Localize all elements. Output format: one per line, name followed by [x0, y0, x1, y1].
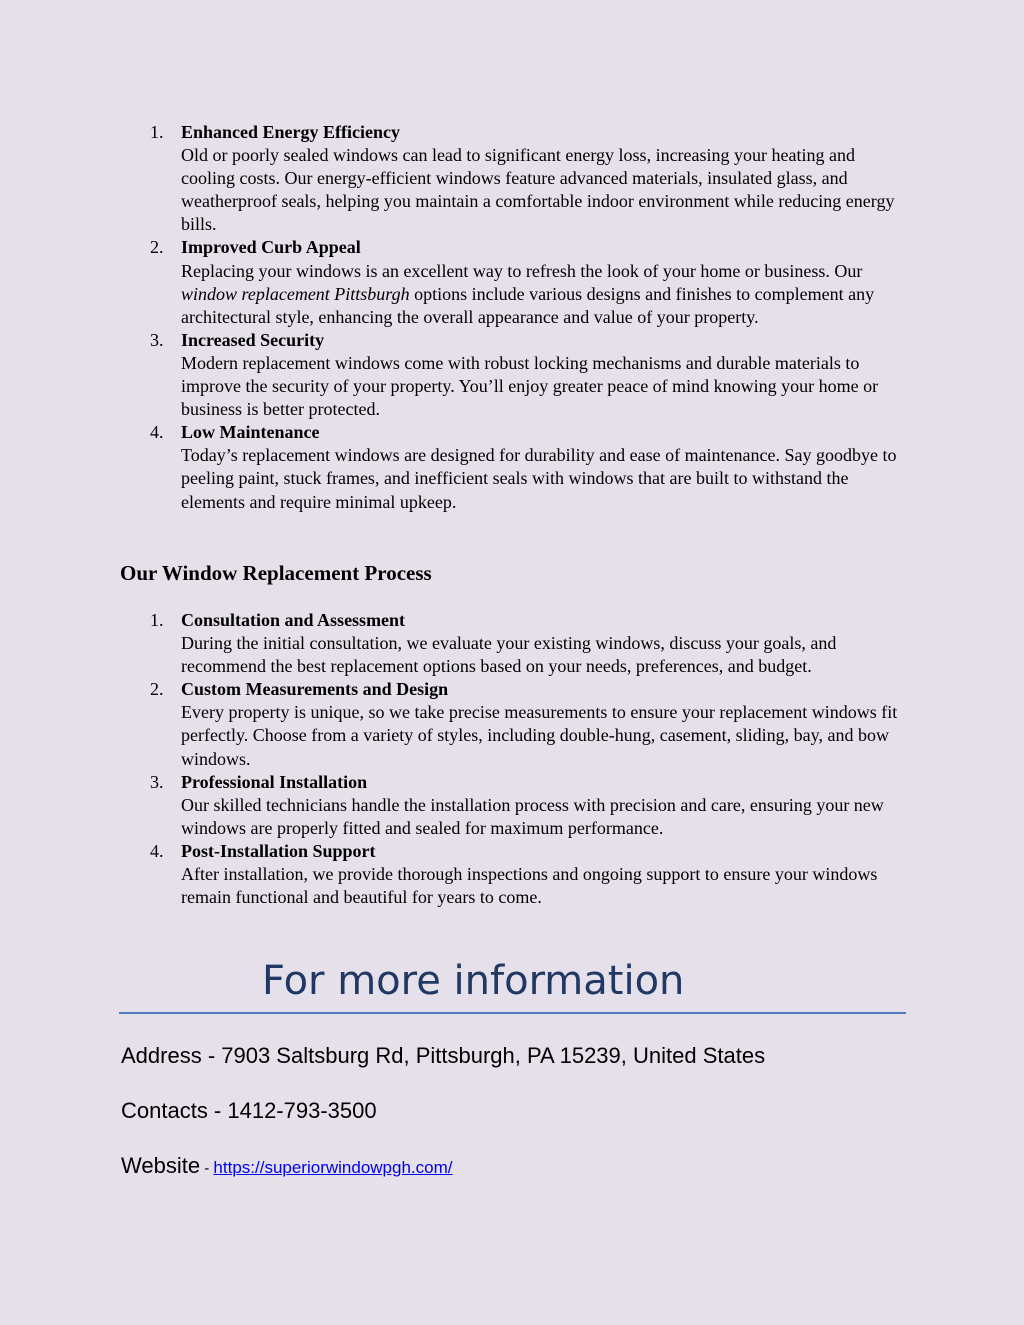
- item-body: Modern replacement windows come with robust locking mechanisms and durable materials to improve the security of your property. You’ll enjoy greater peace of mind knowing your home or business is better protected.: [181, 352, 879, 420]
- item-body-text: options include various designs and finishes to complement any architectural style, enhancing the overall appearance and value of your property.: [181, 283, 875, 327]
- list-item: [0, 421, 903, 513]
- list-item: [0, 236, 903, 328]
- list-number: 1.: [150, 122, 164, 142]
- item-title: Increased Security: [181, 329, 325, 350]
- item-title: Consultation and Assessment: [181, 610, 406, 630]
- list-item: [0, 329, 903, 421]
- list-number: 1.: [150, 610, 164, 630]
- list-number: 4.: [150, 422, 164, 443]
- list-number: 2.: [150, 237, 164, 258]
- item-title: Enhanced Energy Efficiency: [181, 122, 400, 142]
- list-number: 3.: [150, 771, 164, 792]
- list-item: [0, 609, 903, 678]
- contacts-line: Contacts - 1412-793-3500: [121, 1098, 377, 1123]
- address-line: Address - 7903 Saltsburg Rd, Pittsburgh, PA 15239, United States: [121, 1043, 766, 1068]
- item-title: Improved Curb Appeal: [181, 237, 361, 258]
- item-body: Every property is unique, so we take precise measurements to ensure your replacement windows fit perfectly. Choose from a variety of styles, including double-hung, casement, sliding, bay, and bow windows.: [181, 702, 898, 769]
- list-item: [0, 678, 903, 770]
- item-body: During the initial consultation, we evaluate your existing windows, discuss your goals, and recommend the best replacement options based on your needs, preferences, and budget.: [181, 633, 837, 677]
- divider: [119, 1012, 906, 1014]
- italic-keyword: window replacement Pittsburgh: [181, 283, 410, 304]
- item-body: After installation, we provide thorough inspections and ongoing support to ensure your windows remain functional and beautiful for years to come.: [181, 864, 878, 908]
- item-body: Today’s replacement windows are designed for durability and ease of maintenance. Say goodbye to peeling paint, stuck frames, and inefficient seals with windows that are built to withstand the elements and require minimal upkeep.: [181, 445, 897, 512]
- list-item: [0, 121, 903, 236]
- info-title: For more information: [262, 958, 685, 1004]
- process-list: [0, 609, 903, 909]
- process-heading: Our Window Replacement Process: [120, 561, 432, 585]
- item-body: Our skilled technicians handle the installation process with precision and care, ensuring your new windows are properly fitted and sealed for maximum performance.: [181, 794, 884, 838]
- website-label: Website: [121, 1153, 201, 1178]
- list-number: 4.: [150, 840, 164, 861]
- website-separator: -: [200, 1160, 214, 1177]
- list-number: 2.: [150, 679, 164, 700]
- item-body: Old or poorly sealed windows can lead to significant energy loss, increasing your heating and cooling costs. Our energy-efficient windows feature advanced materials, insulated glass, and weatherproof seals, helping you maintain a comfortable indoor environment while reducing energy bills.: [181, 145, 895, 235]
- benefits-list: [0, 121, 903, 514]
- website-link[interactable]: https://superiorwindowpgh.com/: [213, 1158, 453, 1177]
- item-title: Post-Installation Support: [181, 840, 376, 861]
- list-item: [0, 840, 903, 909]
- item-title: Low Maintenance: [181, 422, 320, 443]
- item-body: [181, 260, 903, 329]
- item-body-text: Replacing your windows is an excellent way to refresh the look of your home or business. Our: [181, 260, 863, 281]
- list-item: [0, 771, 903, 840]
- website-line: [121, 1151, 452, 1184]
- item-title: Custom Measurements and Design: [181, 679, 449, 700]
- item-title: Professional Installation: [181, 771, 368, 792]
- list-number: 3.: [150, 329, 164, 350]
